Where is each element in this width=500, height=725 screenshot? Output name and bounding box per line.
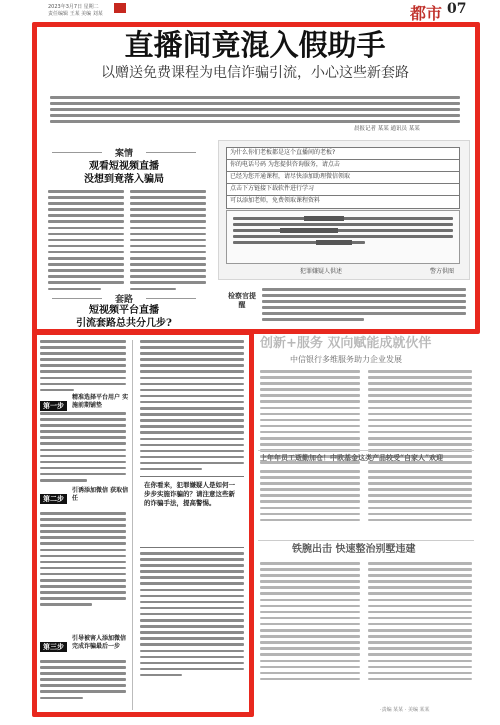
pullquote-text: 在你看来，犯罪嫌疑人是如何一步步实施诈骗的？请注意这些新的诈骗手法，提高警惕。 [144,481,235,507]
masthead-editor: 责任编辑 王某 美编 刘某 [48,11,103,17]
step3-label: 第三步 [40,642,67,652]
method-rule-right [146,298,196,299]
redaction-bar-2 [280,228,338,233]
method-tag: 套路 [114,295,133,305]
right-divider-2 [258,540,474,541]
method-title-line2: 引流套路总共分几步? [76,318,172,329]
prosecutor-tip-body [262,288,466,325]
lead-paragraph [50,96,460,126]
step1-label-wrap [40,393,67,412]
step3-label-wrap [40,634,67,653]
prosecutor-tip-label: 检察官提醒 [228,292,256,309]
chat-line-4-text: 点击下方链接下载软件进行学习 [230,185,315,192]
figure-caption: 犯罪嫌疑人供述 [300,268,343,275]
case-title-line1: 观看短视频直播 [89,161,159,172]
step1-title: 精准选择平台用户 实施前期铺垫 [72,394,129,409]
chat-line-2-text: 你的电话号码 为您提供咨询服务，请点击 [230,161,340,168]
pullquote-box [140,476,244,548]
redaction-bar-1 [304,216,344,221]
figure-credit: 警方供图 [430,268,455,275]
step3-title: 引导被害人添加微信 完成诈骗最后一步 [72,635,127,650]
case-rule-left [52,152,102,153]
left-col-body-b [40,512,126,610]
masthead-page-number: 07 [447,1,467,17]
right-story2-body-a [260,470,360,525]
case-tag: 案情 [114,149,133,159]
left-col-body-a [40,412,126,485]
masthead-date: 2023年3月7日 星期二 [48,4,99,10]
left-col-intro-a [40,340,126,395]
footer-note: ·责编 某某 · 美编 某某 [380,707,430,713]
case-title-line2: 没想到竟落入骗局 [84,174,164,185]
step2-title: 引诱添加微信 获取信任 [72,487,129,502]
right-story3-body-a [260,562,360,684]
chat-line-3-text: 已经为您开通课程，请尽快添加助理微信领取 [230,173,351,180]
left-col2-body-b [140,552,244,680]
step2-label-wrap [40,486,67,505]
right-story2-body-b [368,470,472,525]
step1-label: 第一步 [40,401,67,411]
left-col2-body-a [140,340,244,474]
right-story2-headline: 上年年员工逝勤加仓！中欧基金这类产品较受“自家人”欢迎 [260,453,444,462]
chat-line-5-text: 可以添加老师，免费领取课程资料 [230,197,321,204]
byline: 晨报记者 某某 通讯员 某某 [354,126,420,132]
right-story1-headline: 创新+服务 双向赋能成就伙伴 [260,336,432,351]
headline: 直播间竟混入假助手 [124,28,386,62]
masthead-section: 都市 [410,4,443,23]
right-story3-body-b [368,562,472,684]
right-divider-1 [258,450,474,451]
left-col-divider [132,340,133,710]
subheadline: 以赠送免费课程为电信诈骗引流，小心这些新套路 [101,65,409,81]
step2-label: 第二步 [40,494,67,504]
masthead-logo-icon [114,3,126,13]
method-title-line1: 短视频平台直播 [89,305,159,316]
left-col-body-c [40,660,126,703]
case-rule-right [146,152,196,153]
method-rule-left [52,298,102,299]
chat-line-5 [226,195,460,209]
chat-line-1-text: 为什么你们老板都是这个直播间的老板? [230,149,336,156]
masthead [0,0,500,23]
right-story1-subhead: 中信银行多维服务助力企业发展 [290,355,402,364]
case-body-col1 [48,190,124,294]
right-story3-headline: 铁腕出击 快速整治别墅违建 [292,544,416,555]
case-body-col2 [130,190,206,294]
redaction-bar-3 [316,240,352,245]
